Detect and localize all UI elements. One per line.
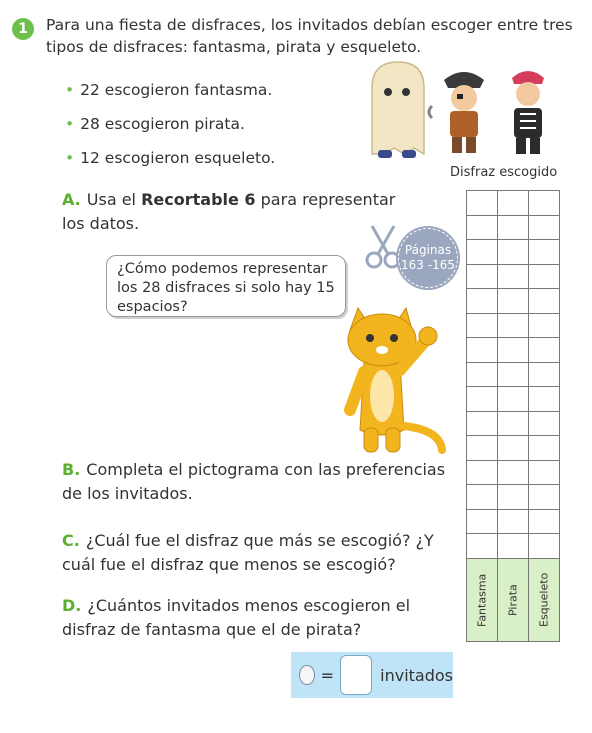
- ghost-costume-icon: [372, 62, 424, 158]
- pictogram-cell[interactable]: [529, 460, 560, 485]
- pictogram-cell[interactable]: [498, 264, 529, 289]
- pictogram-grid: [466, 190, 560, 642]
- pictogram-row: [467, 289, 560, 314]
- pictogram-cell[interactable]: [467, 191, 498, 216]
- pictogram-cell[interactable]: [467, 485, 498, 510]
- pictogram-cell[interactable]: [467, 509, 498, 534]
- pictogram-row: [467, 436, 560, 461]
- pictogram-cell[interactable]: [498, 240, 529, 265]
- column-label-esqueleto: Esqueleto: [529, 558, 560, 641]
- pictogram-cell[interactable]: [498, 534, 529, 559]
- problem-intro: Para una fiesta de disfraces, los invitados debían escoger entre tres tipos de disfraces: fantasma, pirata y esqueleto.: [46, 16, 573, 56]
- pictogram-cell[interactable]: [467, 387, 498, 412]
- pictogram-cell[interactable]: [467, 411, 498, 436]
- pictogram-row: [467, 240, 560, 265]
- pictogram-cell[interactable]: [529, 509, 560, 534]
- pictogram-cell[interactable]: [467, 264, 498, 289]
- bullet-pirata: • 28 escogieron pirata.: [65, 115, 245, 133]
- pictogram-row: [467, 460, 560, 485]
- pictogram-cell[interactable]: [529, 264, 560, 289]
- skeleton-costume-icon: [512, 71, 544, 154]
- pictogram-title: Disfraz escogido: [450, 165, 558, 180]
- column-label-pirata: Pirata: [498, 558, 529, 641]
- pictogram-cell[interactable]: [529, 436, 560, 461]
- pictogram-cell[interactable]: [467, 240, 498, 265]
- pictogram-cell[interactable]: [467, 313, 498, 338]
- pages-badge: Páginas 163 -165: [398, 228, 458, 288]
- pictogram-row: [467, 411, 560, 436]
- column-label-fantasma: Fantasma: [467, 558, 498, 641]
- pictogram-cell[interactable]: [467, 289, 498, 314]
- question-c: C. ¿Cuál fue el disfraz que más se escogió? ¿Y cuál fue el disfraz que menos se escogió?: [62, 531, 434, 574]
- pictogram-row: [467, 509, 560, 534]
- question-d: D. ¿Cuántos invitados menos escogieron el disfraz de fantasma que el de pirata?: [62, 596, 411, 639]
- pictogram-row: [467, 215, 560, 240]
- pictogram-row: [467, 485, 560, 510]
- pictogram-cell[interactable]: [529, 338, 560, 363]
- cat-character-icon: [330, 300, 460, 460]
- speech-bubble: ¿Cómo podemos representar los 28 disfraces si solo hay 15 espacios?: [106, 255, 346, 317]
- pictogram-cell[interactable]: [467, 362, 498, 387]
- pictogram-symbol-circle: [299, 665, 315, 685]
- pictogram-row: [467, 191, 560, 216]
- answer-input-box[interactable]: [340, 655, 372, 695]
- pictogram-cell[interactable]: [467, 534, 498, 559]
- pictogram-cell[interactable]: [498, 509, 529, 534]
- pictogram-cell[interactable]: [467, 436, 498, 461]
- pictogram-cell[interactable]: [498, 362, 529, 387]
- pictogram-cell[interactable]: [529, 215, 560, 240]
- pictogram-cell[interactable]: [529, 387, 560, 412]
- pictogram-cell[interactable]: [498, 289, 529, 314]
- pictogram-cell[interactable]: [529, 485, 560, 510]
- pictogram-cell[interactable]: [498, 460, 529, 485]
- bullet-esqueleto: • 12 escogieron esqueleto.: [65, 149, 276, 167]
- answer-box-container: [291, 652, 453, 698]
- pictogram-cell[interactable]: [498, 215, 529, 240]
- pictogram-cell[interactable]: [529, 411, 560, 436]
- pictogram-cell[interactable]: [467, 338, 498, 363]
- equals-sign: =: [320, 665, 334, 685]
- pictogram-cell[interactable]: [467, 460, 498, 485]
- pictogram-cell[interactable]: [467, 215, 498, 240]
- pictogram-cell[interactable]: [498, 411, 529, 436]
- pictogram-cell[interactable]: [498, 191, 529, 216]
- pictogram-cell[interactable]: [529, 534, 560, 559]
- question-a: A. Usa el Recortable 6 para representar los datos.: [62, 190, 396, 233]
- pictogram-label-row: [467, 558, 560, 641]
- pictogram-row: [467, 534, 560, 559]
- pictogram-cell[interactable]: [529, 362, 560, 387]
- pictogram-cell[interactable]: [498, 485, 529, 510]
- problem-number-badge: 1: [12, 18, 34, 40]
- pictogram-row: [467, 387, 560, 412]
- pirate-costume-icon: [429, 72, 484, 153]
- pictogram-row: [467, 264, 560, 289]
- bullet-fantasma: • 22 escogieron fantasma.: [65, 81, 273, 99]
- pictogram-cell[interactable]: [529, 313, 560, 338]
- pictogram-row: [467, 338, 560, 363]
- answer-unit-label: invitados: [380, 665, 453, 685]
- pictogram-cell[interactable]: [498, 387, 529, 412]
- pictogram-cell[interactable]: [498, 338, 529, 363]
- costumes-illustration: [362, 58, 572, 160]
- pictogram-cell[interactable]: [498, 436, 529, 461]
- question-b: B. Completa el pictograma con las preferencias de los invitados.: [62, 460, 446, 503]
- pictogram-cell[interactable]: [529, 240, 560, 265]
- pictogram-row: [467, 313, 560, 338]
- pictogram-row: [467, 362, 560, 387]
- pictogram-cell[interactable]: [498, 313, 529, 338]
- pictogram-cell[interactable]: [529, 289, 560, 314]
- pictogram-cell[interactable]: [529, 191, 560, 216]
